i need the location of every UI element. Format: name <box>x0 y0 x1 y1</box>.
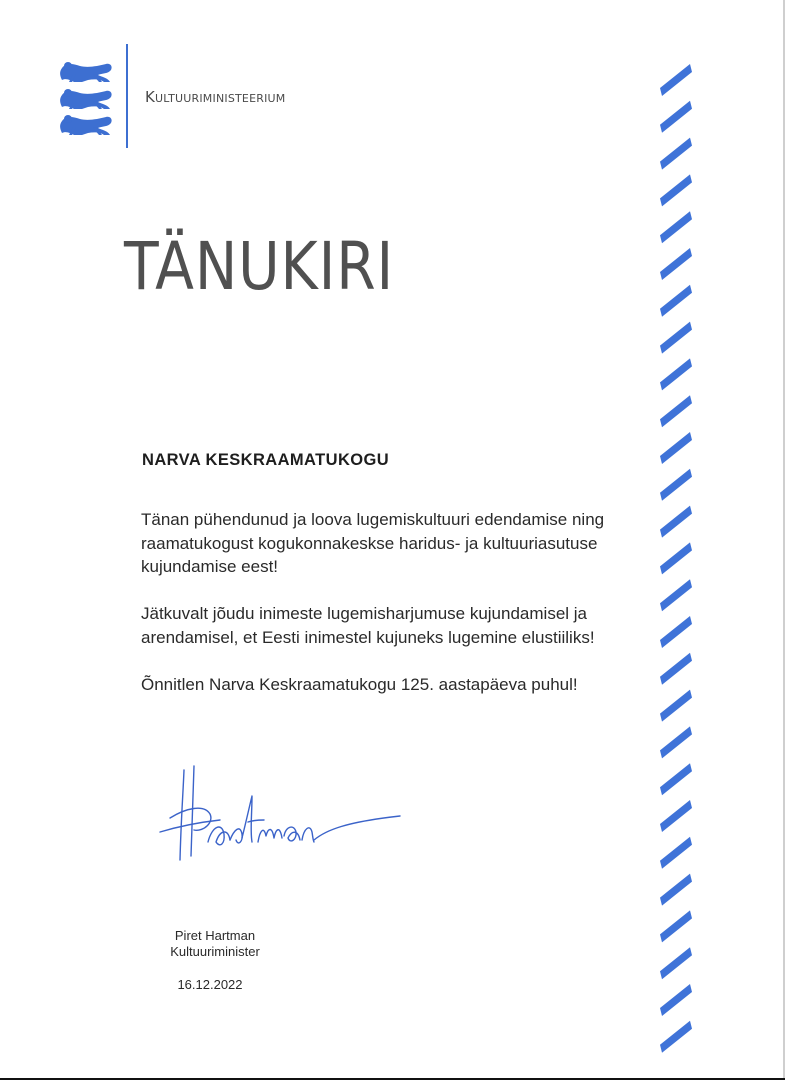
stripe-segment <box>660 947 692 979</box>
stripe-segment <box>660 101 692 133</box>
stripe-segment <box>660 984 692 1016</box>
stripe-segment <box>660 800 692 832</box>
stripe-segment <box>660 322 692 354</box>
body-paragraph: Õnnitlen Narva Keskraamatukogu 125. aastapäeva puhul! <box>141 674 578 694</box>
stripe-segment <box>660 432 692 464</box>
stripe-segment <box>660 211 692 243</box>
recipient-name: NARVA KESKRAAMATUKOGU <box>142 451 390 469</box>
page-title: TÄNUKIRI <box>124 228 395 305</box>
stripe-segment <box>660 506 692 538</box>
handwritten-signature <box>150 760 410 875</box>
stripe-segment <box>660 690 692 722</box>
signer-block <box>150 928 280 960</box>
ministry-name: Kultuuriministeerium <box>145 88 286 106</box>
three-lions-coat-of-arms-icon <box>58 58 114 136</box>
decorative-stripe-border <box>656 62 696 1058</box>
stripe-segment <box>660 285 692 317</box>
certificate-date: 16.12.2022 <box>177 977 243 992</box>
body-paragraph: Tänan pühendunud ja loova lugemiskultuuri edendamise ning raamatukogust kogukonnakeskse haridus- ja kultuuriasutuse kujundamise eest! <box>141 510 605 576</box>
body-paragraph: Jätkuvalt jõudu inimeste lugemisharjumuse kujundamisel ja arendamisel, et Eesti inimestel kujuneks lugemine elustiiliks! <box>141 604 595 647</box>
stripe-segment <box>660 248 692 280</box>
signer-name: Piret Hartman <box>174 928 256 943</box>
stripe-segment <box>660 138 692 170</box>
stripe-segment <box>660 64 692 96</box>
stripe-segment <box>660 542 692 574</box>
stripe-segment <box>660 469 692 501</box>
header-divider <box>126 44 128 148</box>
stripe-segment <box>660 358 692 390</box>
stripe-segment <box>660 910 692 942</box>
stripe-segment <box>660 579 692 611</box>
stripe-segment <box>660 616 692 648</box>
stripe-segment <box>660 174 692 206</box>
stripe-segment <box>660 1021 692 1053</box>
stripe-segment <box>660 837 692 869</box>
stripe-segment <box>660 874 692 906</box>
stripe-segment <box>660 726 692 758</box>
stripe-segment <box>660 653 692 685</box>
signer-role: Kultuuriminister <box>170 944 260 959</box>
certificate-body <box>141 508 631 696</box>
stripe-segment <box>660 763 692 795</box>
stripe-segment <box>660 395 692 427</box>
